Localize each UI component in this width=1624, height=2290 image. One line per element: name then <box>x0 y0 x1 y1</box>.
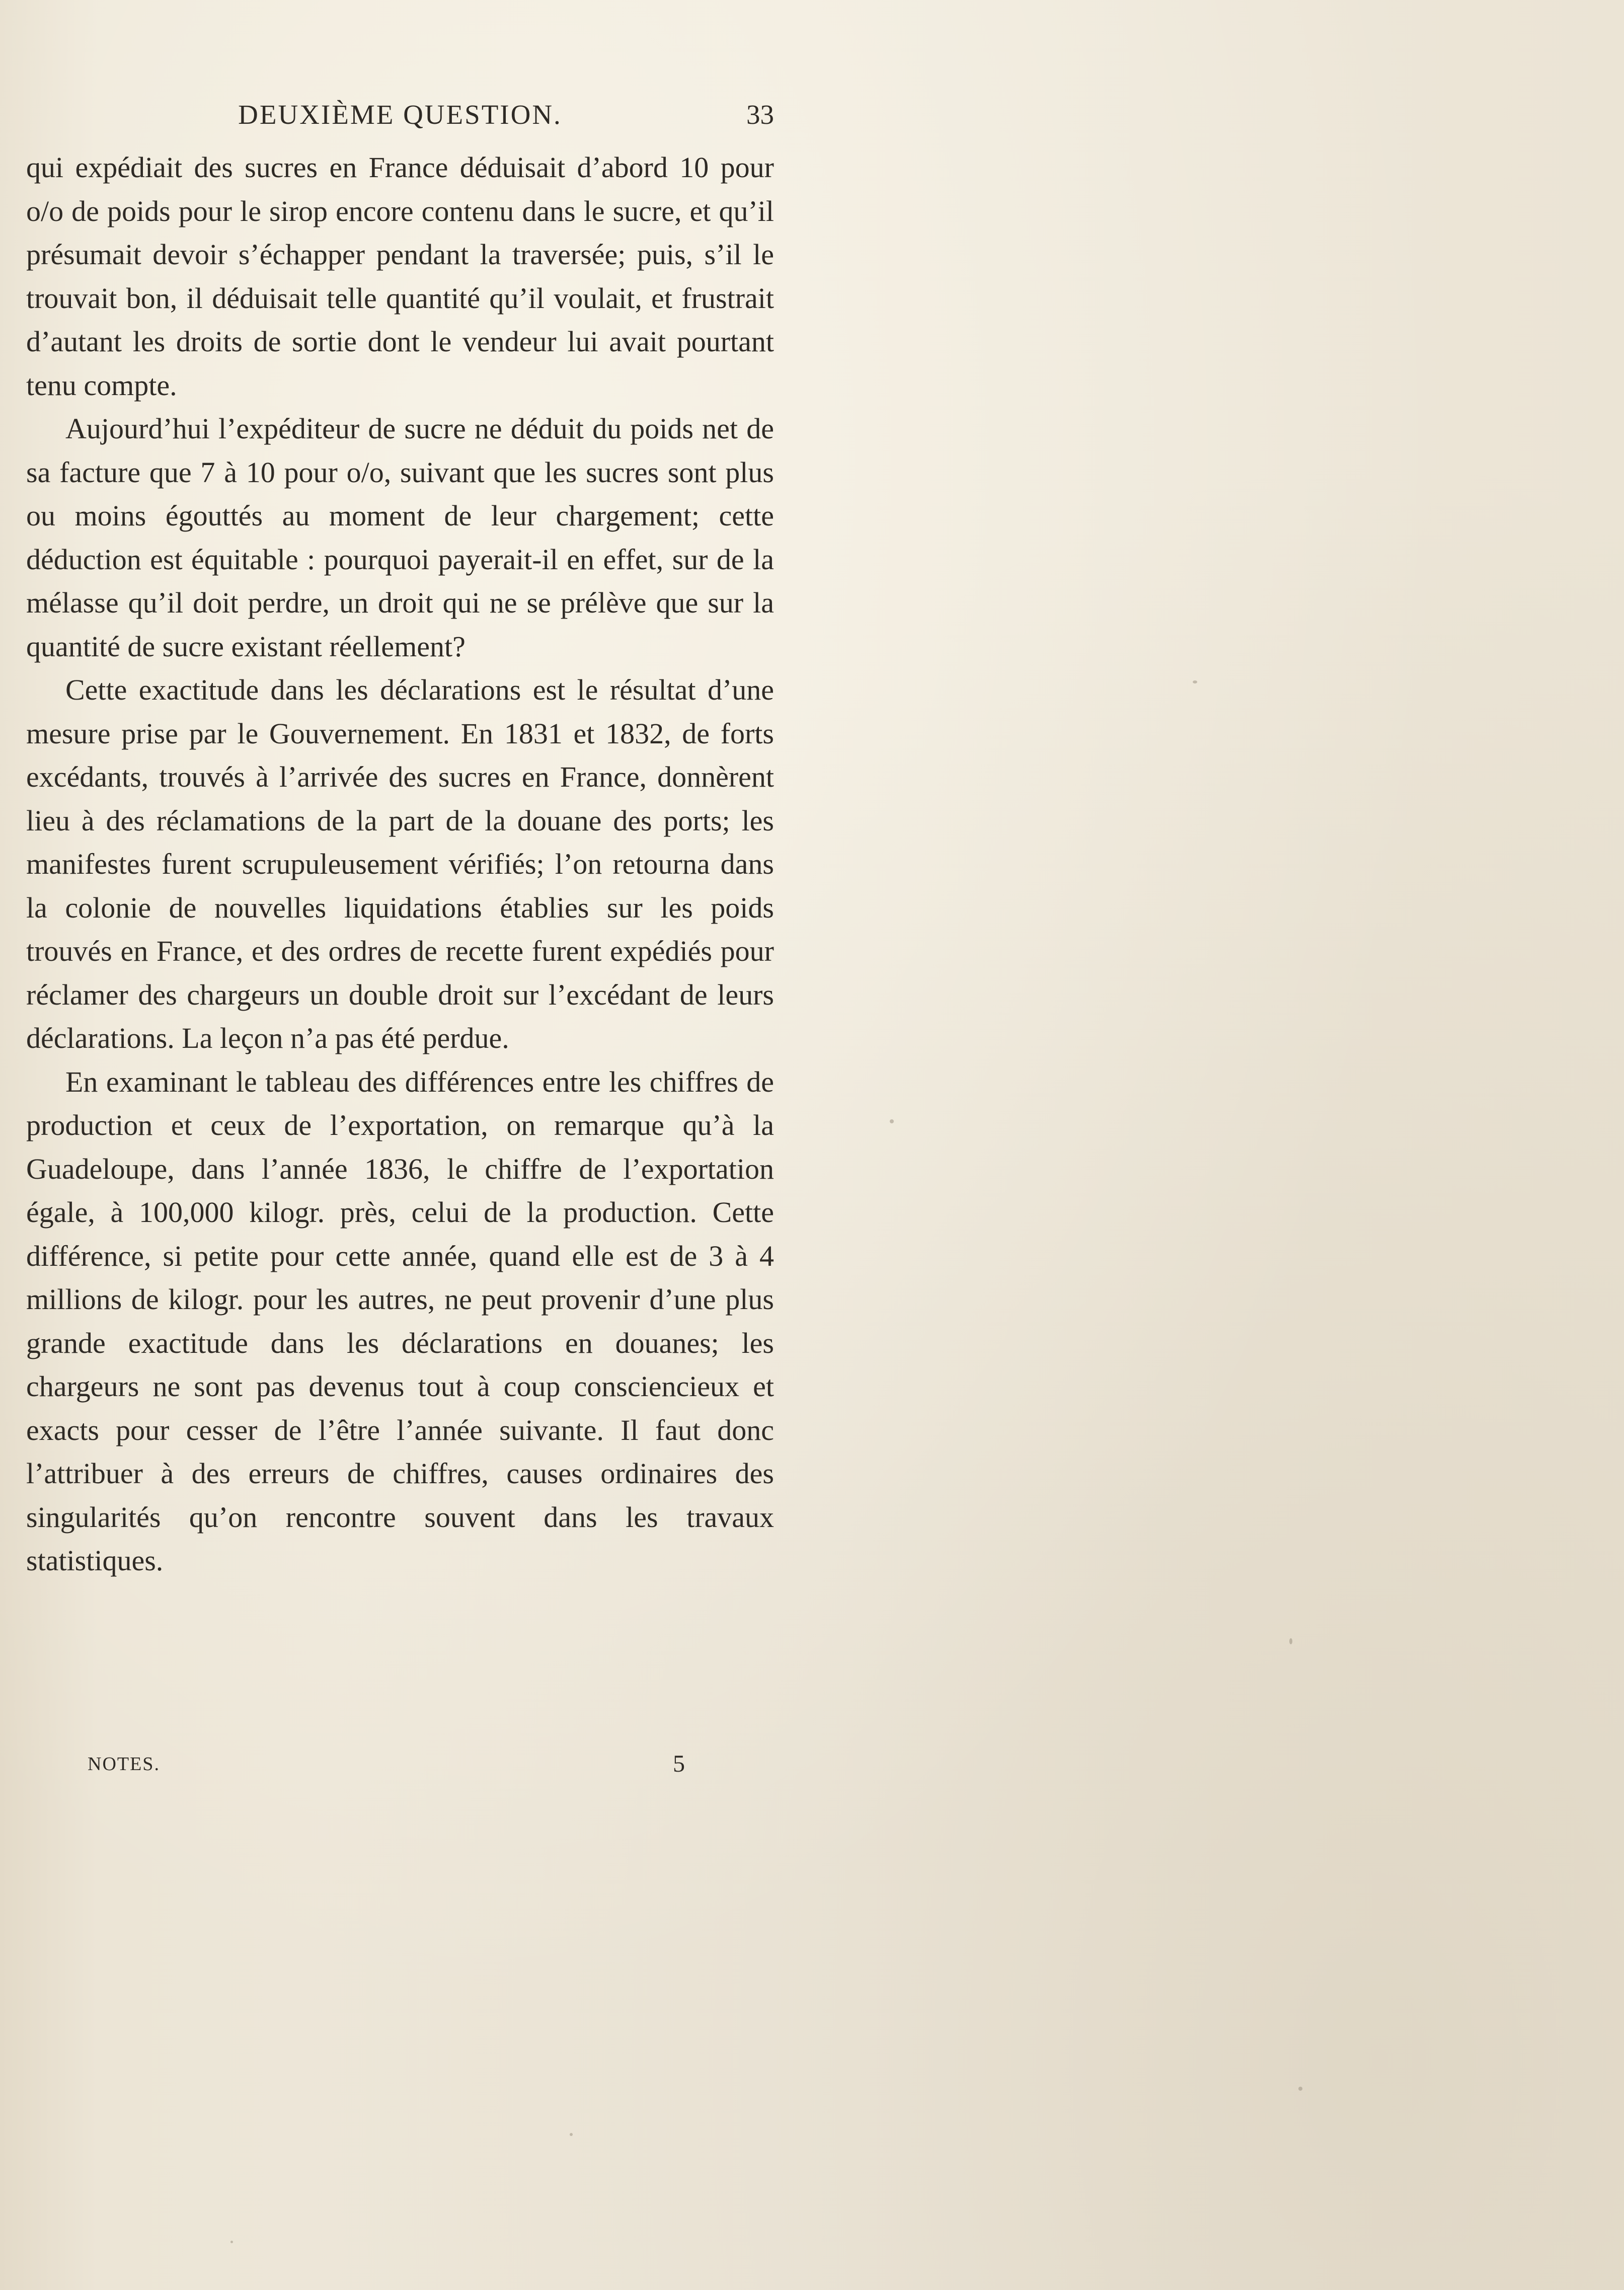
paragraph: En examinant le tableau des différences entre les chiffres de production et ceux de l’exportation, on remarque qu’à la Guadeloupe, dans l’année 1836, le chiffre de l’exportation égale, à 100,000 kilogr. près, celui de la production. Cette différence, si petite pour cette année, quand elle est de 3 à 4 millions de kilogr. pour les autres, ne peut provenir d’une plus grande exactitude dans les déclarations en douanes; les chargeurs ne sont pas devenus tout à coup consciencieux et exacts pour cesser de l’être l’année suivante. Il faut donc l’attribuer à des erreurs de chiffres, causes ordinaires des singularités qu’on rencontre souvent dans les travaux statistiques. <box>26 1065 774 1577</box>
paper-speck <box>890 1119 894 1123</box>
running-head <box>26 95 774 135</box>
paragraph: Cette exactitude dans les déclarations est le résultat d’une mesure prise par le Gouvernement. En 1831 et 1832, de forts excédants, trouvés à l’arrivée des sucres en France, donnèrent lieu à des réclamations de la part de la douane des ports; les manifestes furent scrupuleusement vérifiés; l’on retourna dans la colonie de nouvelles liquidations établies sur les poids trouvés en France, et des ordres de recette furent expédiés pour réclamer des chargeurs un double droit sur l’excédant de leurs déclarations. La leçon n’a pas été perdue. <box>26 673 774 1054</box>
page-number: 33 <box>746 99 774 130</box>
body-text <box>26 146 774 1583</box>
signature-label: NOTES. <box>88 1753 160 1775</box>
paragraph: Aujourd’hui l’expéditeur de sucre ne déduit du poids net de sa facture que 7 à 10 pour o/o, suivant que les sucres sont plus ou moins égouttés au moment de leur chargement; cette déduction est équitable : pourquoi payerait-il en effet, sur de la mélasse qu’il doit perdre, un droit qui ne se prélève que sur la quantité de sucre existant réellement? <box>26 412 774 663</box>
signature-line <box>88 1746 691 1782</box>
paper-speck <box>1289 1638 1292 1644</box>
paper-speck <box>570 2133 573 2136</box>
running-title: DEUXIÈME QUESTION. <box>238 99 562 130</box>
paragraph-continuation: qui expédiait des sucres en France déduisait d’abord 10 pour o/o de poids pour le sirop encore contenu dans le sucre, et qu’il présumait devoir s’échapper pendant la traversée; puis, s’il le trouvait bon, il déduisait telle quantité qu’il voulait, et frustrait d’autant les droits de sortie dont le vendeur lui avait pourtant tenu compte. <box>26 151 774 402</box>
paper-speck <box>230 2241 233 2243</box>
paper-speck <box>1298 2087 1302 2091</box>
signature-mark: 5 <box>673 1750 685 1777</box>
paper-speck <box>1193 680 1197 683</box>
